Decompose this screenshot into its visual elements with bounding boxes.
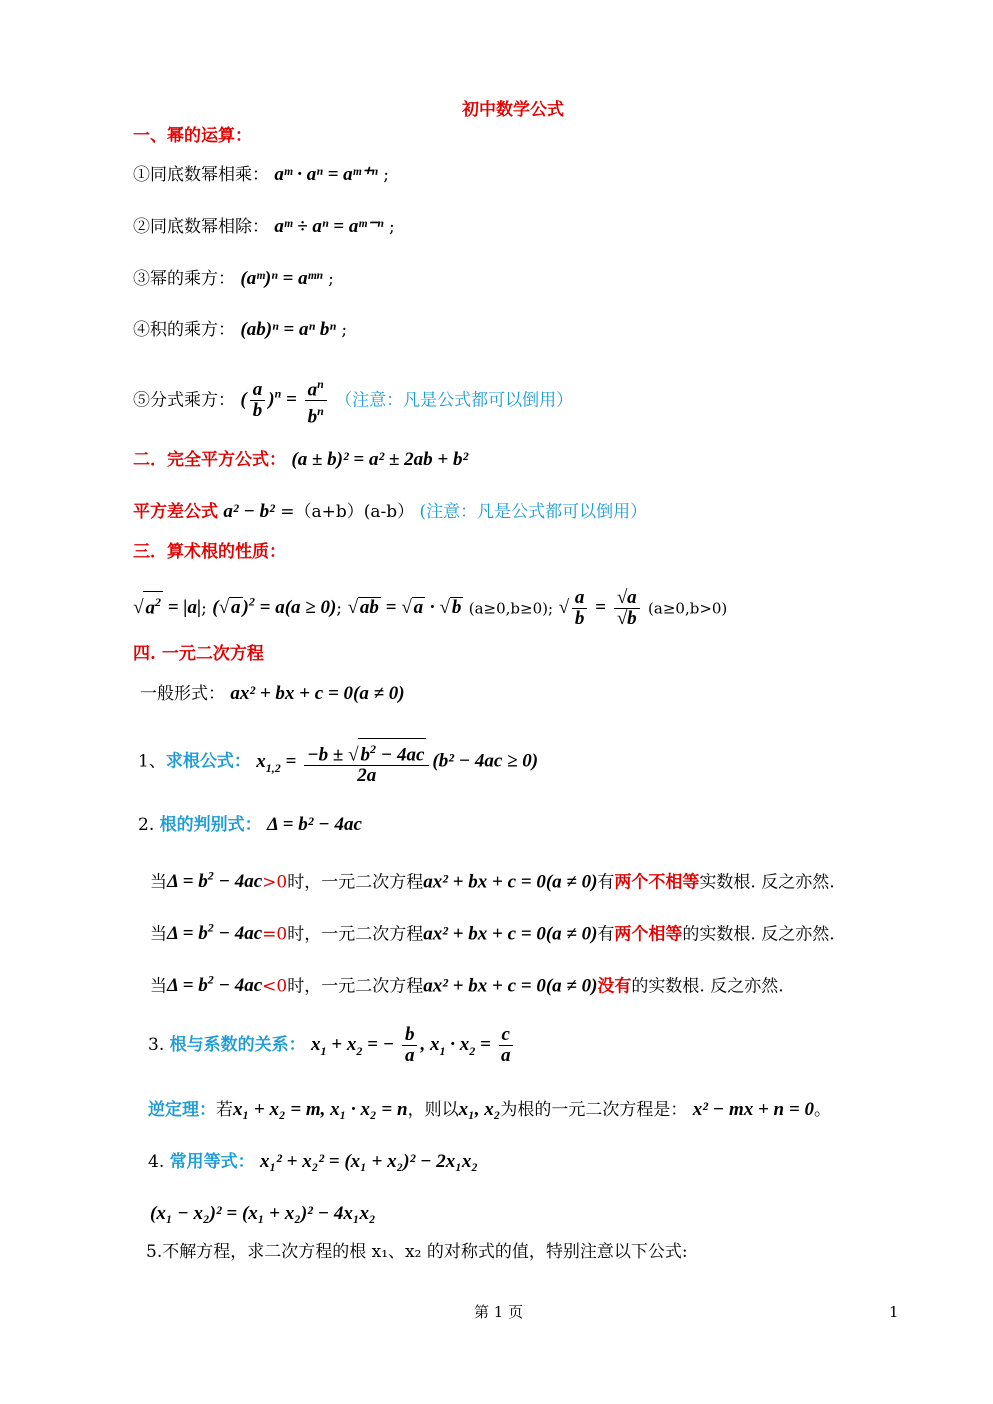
power-rule-1: ①同底数幂相乘： aᵐ · aⁿ = aᵐ⁺ⁿ ; bbox=[133, 164, 390, 185]
condition: (a≥0,b>0) bbox=[648, 599, 728, 618]
common-identity-2: (x₁ − x₂)² = (x₁ + x₂)² − 4x₁x₂ bbox=[150, 1203, 376, 1224]
perfect-square-formula: (a ± b)² = a² ± 2ab + b² bbox=[291, 449, 469, 470]
general-form: 一般形式： ax² + bx + c = 0(a ≠ 0) bbox=[140, 683, 405, 704]
sqrt-formula-3: √ ab = √ a · √ b bbox=[347, 597, 462, 619]
sqrt-formula-4: √ $\frac{a}{b}$ = $\frac{√a}{√b}$ bbox=[558, 597, 642, 618]
quadratic-formula: 1、求根公式： $x_{1,2}$ = $\frac{-b \pm √ b^2 - 4ac}{2a}$ (b² − 4ac ≥ 0) bbox=[138, 738, 538, 790]
rule-label: ②同底数幂相除： bbox=[133, 217, 269, 237]
sqrt-properties: √ $a^2 = |a|$; (√ a )$^2$ = a(a ≥ 0); √ ab = √ a · √ b (a≥0,b≥0); √ $\frac{a}{b}$ = $\frac{√a}{√b}$ (a≥0,b>0) bbox=[133, 587, 728, 630]
diff-label: 平方差公式 bbox=[133, 502, 218, 522]
page-number: 1 bbox=[889, 1303, 899, 1321]
discriminant-case-positive: 当$\Delta = b^2 - 4ac>0$时，一元二次方程ax² + bx + c = 0(a ≠ 0)有两个不相等实数根. 反之亦然. bbox=[150, 869, 835, 893]
rule-formula: aᵐ · aⁿ = aᵐ⁺ⁿ bbox=[274, 164, 378, 185]
rule-formula: aᵐ ÷ aⁿ = aᵐ⁻ⁿ bbox=[274, 216, 384, 237]
note: （注意：凡是公式都可以倒用） bbox=[335, 390, 574, 411]
root-formula: $x_{1,2}$ = $\frac{-b \pm √ b^2 - 4ac}{2a}$ bbox=[256, 751, 432, 772]
page-footer: 第 1 页 bbox=[474, 1303, 524, 1321]
inverse-theorem: 逆定理：若x₁ + x₂ = m, x₁ · x₂ = n，则以x₁, x₂为根的一元二次方程是： x² − mx + n = 0。 bbox=[148, 1099, 831, 1120]
condition: (a≥0,b≥0); bbox=[468, 599, 554, 618]
note: (注意：凡是公式都可以倒用） bbox=[419, 502, 648, 522]
rule-label: ③幂的乘方： bbox=[133, 269, 235, 289]
power-rule-2: ②同底数幂相除： aᵐ ÷ aⁿ = aᵐ⁻ⁿ ; bbox=[133, 216, 395, 237]
rule-label: ④积的乘方： bbox=[133, 320, 235, 340]
vieta-formula: $x_1 + x_2$ = − $\frac{b}{a}$ , $x_1 \cdot x_2$ = $\frac{c}{a}$ bbox=[311, 1034, 516, 1055]
common-identity-1: 4. 常用等式： x₁² + x₂² = (x₁ + x₂)² − 2x₁x₂ bbox=[148, 1151, 479, 1172]
diff-formula: a² − b² bbox=[223, 501, 275, 522]
fraction-power-formula: ( $\frac{a}{b}$ )$^n$ = $\frac{a^n}{b^n}$ bbox=[240, 389, 329, 410]
sqrt-formula-2: (√ a )$^2$ = a(a ≥ 0) bbox=[212, 595, 337, 619]
power-rule-5 bbox=[133, 372, 573, 428]
rule-label: ①同底数幂相乘： bbox=[133, 165, 269, 185]
rule-formula: (ab)ⁿ = aⁿ bⁿ bbox=[240, 319, 336, 340]
rule-label: ⑤分式乘方： bbox=[133, 390, 235, 411]
page-title: 初中数学公式 bbox=[462, 100, 564, 120]
power-rule-3: ③幂的乘方： (aᵐ)ⁿ = aᵐⁿ ; bbox=[133, 268, 334, 289]
section-2-heading: 二．完全平方公式： (a ± b)² = a² ± 2ab + b² bbox=[133, 449, 469, 470]
section-1-heading: 一、幂的运算： bbox=[133, 126, 252, 146]
section-3-heading: 三．算术根的性质： bbox=[133, 542, 286, 562]
item-5: 5.不解方程，求二次方程的根 x₁、x₂ 的对称式的值，特别注意以下公式: bbox=[146, 1242, 688, 1262]
diff-rest: =（a+b）(a-b） bbox=[280, 502, 415, 522]
power-rule-4: ④积的乘方： (ab)ⁿ = aⁿ bⁿ ; bbox=[133, 319, 348, 340]
sqrt-formula-1: √ $a^2 = |a|$ bbox=[133, 597, 201, 618]
discriminant-case-negative: 当$\Delta = b^2 - 4ac<0$时，一元二次方程ax² + bx + c = 0(a ≠ 0)没有的实数根. 反之亦然. bbox=[150, 973, 784, 997]
difference-of-squares bbox=[133, 500, 647, 524]
discriminant: 2. 根的判别式： Δ = b² − 4ac bbox=[138, 814, 362, 835]
section-4-heading: 四. 一元二次方程 bbox=[133, 644, 264, 664]
discriminant-case-zero: 当$\Delta = b^2 - 4ac=0$时，一元二次方程ax² + bx + c = 0(a ≠ 0)有两个相等的实数根. 反之亦然. bbox=[150, 921, 835, 945]
vieta-relations: 3. 根与系数的关系： $x_1 + x_2$ = − $\frac{b}{a}$ , $x_1 \cdot x_2$ = $\frac{c}{a}$ bbox=[148, 1022, 516, 1074]
rule-formula: (aᵐ)ⁿ = aᵐⁿ bbox=[240, 268, 323, 289]
